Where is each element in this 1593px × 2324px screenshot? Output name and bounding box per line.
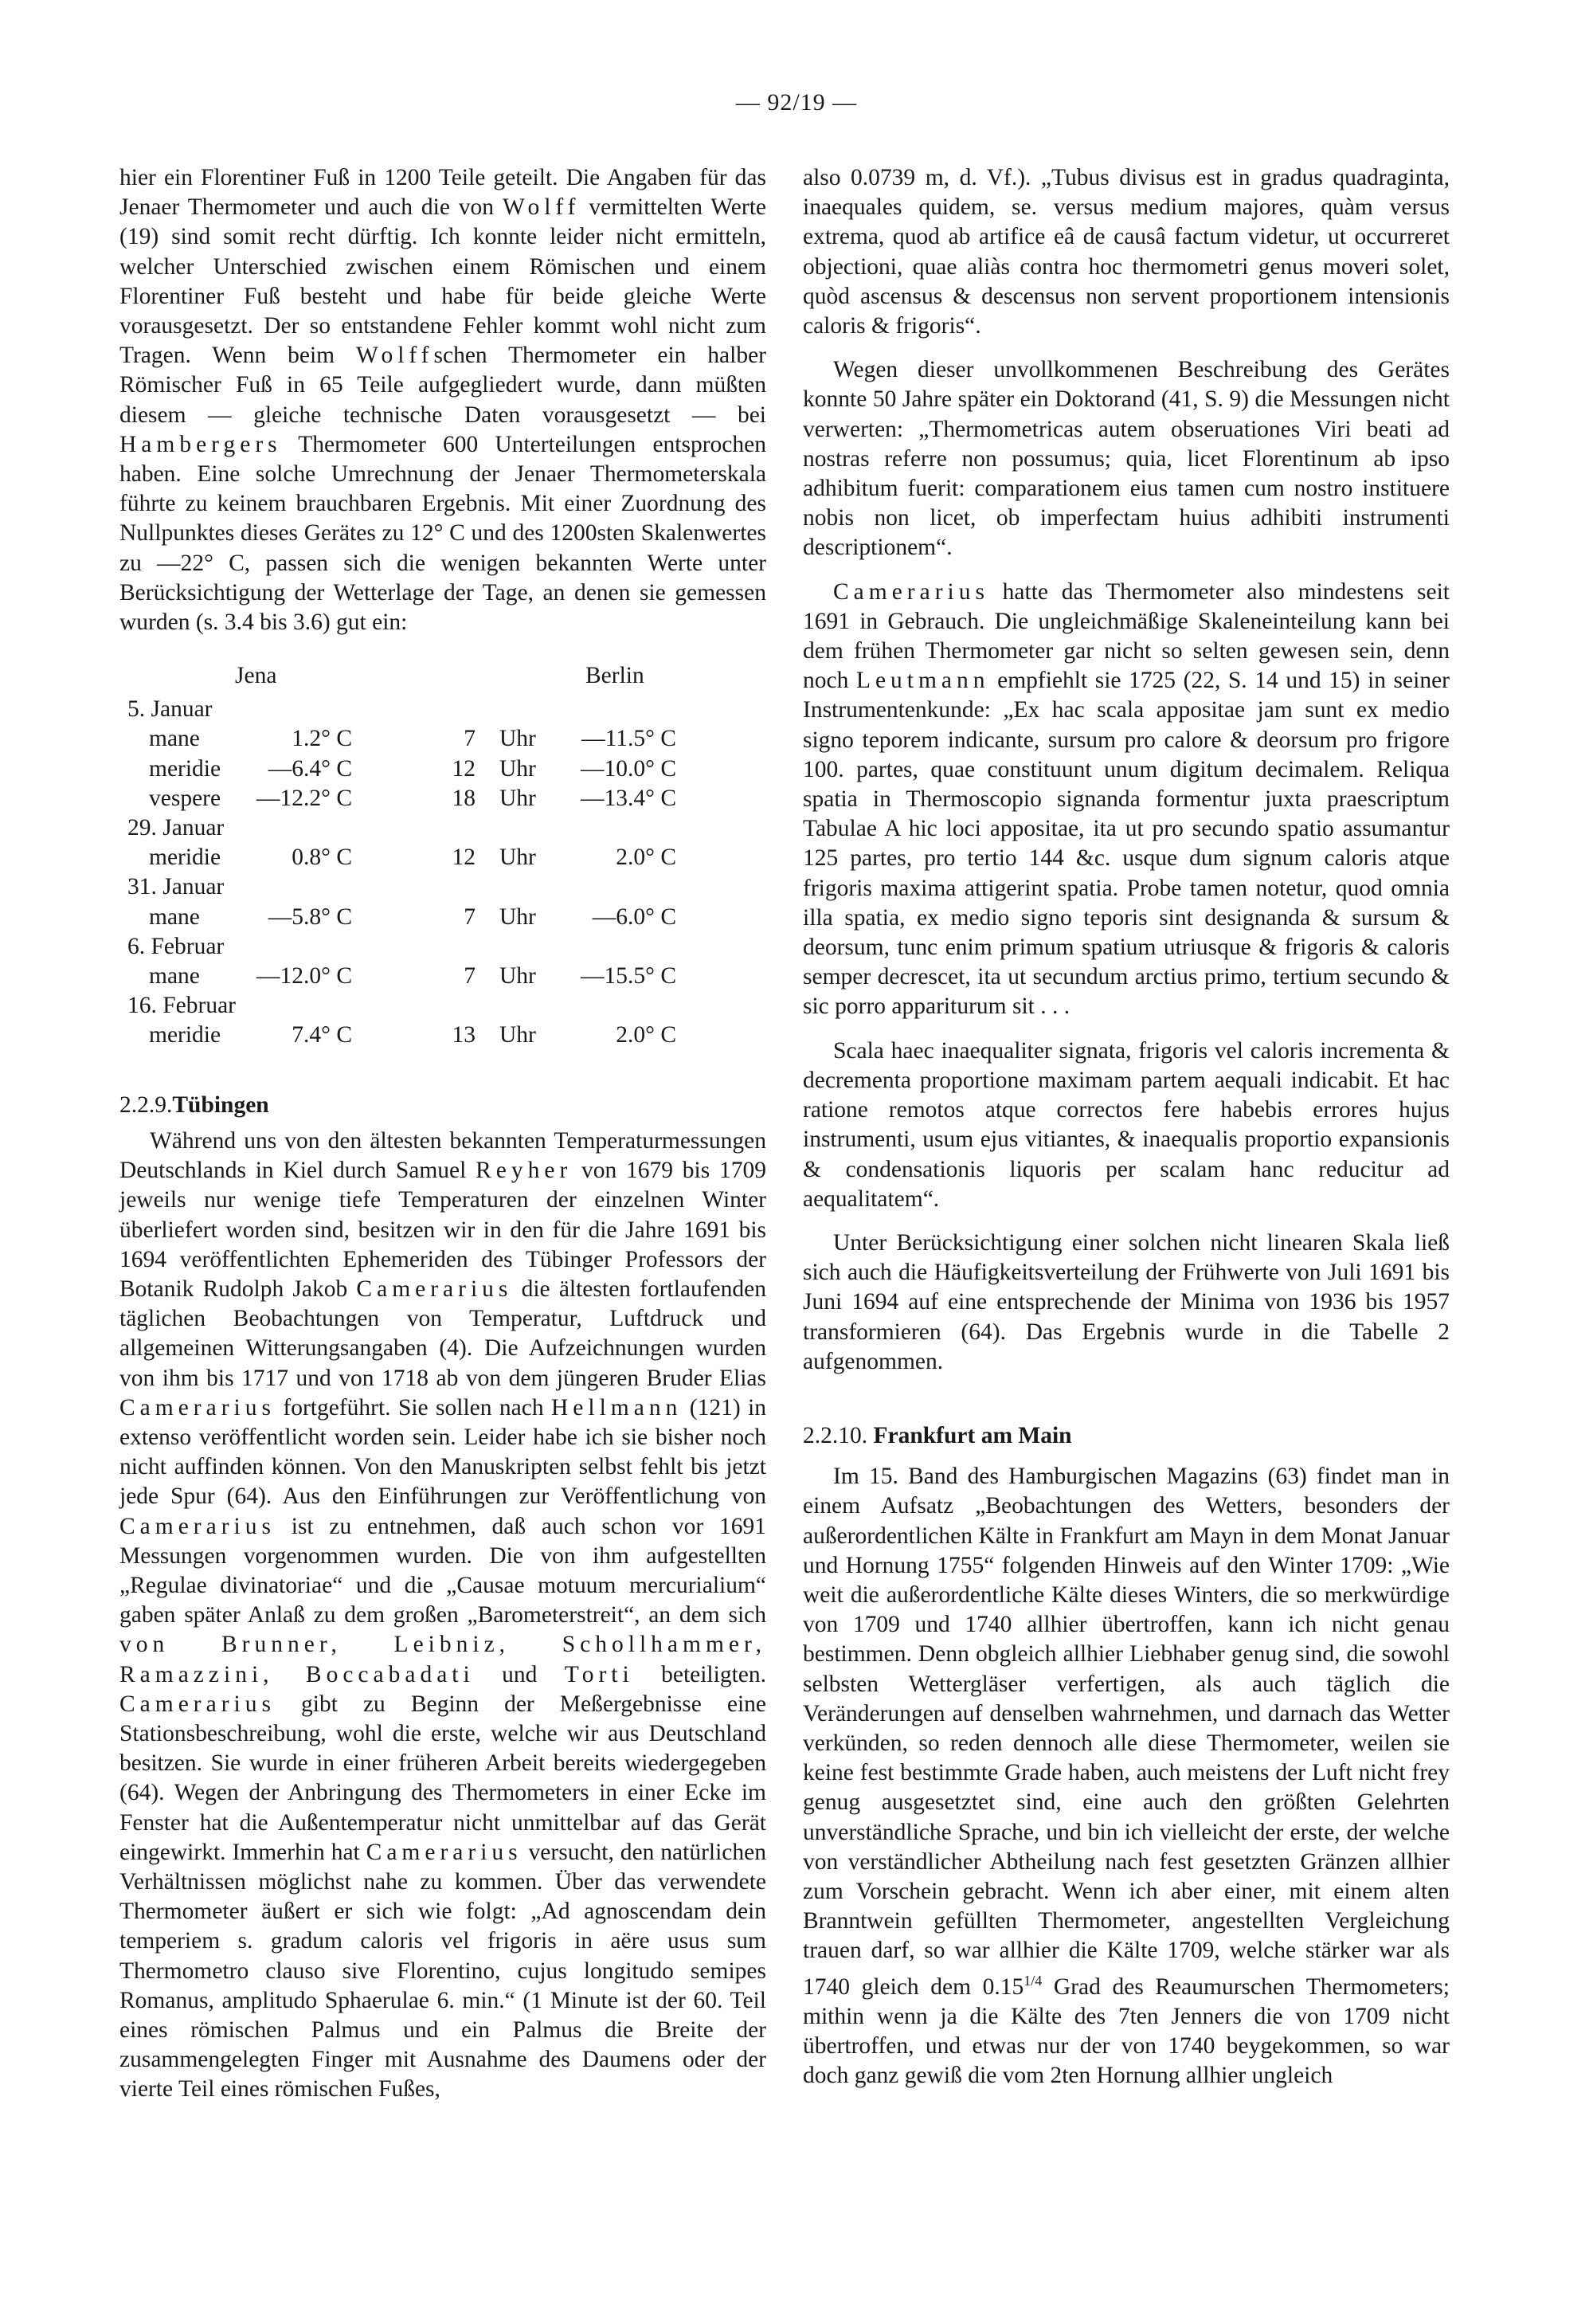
uhr-label: Uhr	[499, 785, 536, 811]
uhr-label: Uhr	[499, 726, 536, 752]
text-run: ist zu entnehmen, daß auch schon vor 1691 Messungen vorgenommen wurden. Die von ihm aufgestellten „Regulae divinatoriae“ und die „Causae motuum mercurialium“ gaben später Anlaß zu dem großen „Barometerstreit“, an dem sich	[119, 1513, 766, 1628]
uhr-label: Uhr	[499, 1022, 536, 1048]
column-header-jena: Jena	[235, 663, 277, 689]
time-of-day: vespere	[149, 785, 221, 811]
jena-value: —12.2° C	[256, 785, 352, 811]
jena-value: —12.0° C	[256, 963, 352, 990]
right-column	[803, 163, 1450, 2091]
author-name: Wolff	[355, 343, 434, 369]
section-number: 2.2.10.	[803, 1422, 868, 1448]
jena-value: 1.2° C	[292, 726, 352, 752]
table-date: 6. Februar	[127, 933, 225, 959]
time-of-day: mane	[149, 903, 200, 930]
table-date-group	[119, 695, 766, 813]
berlin-value: —13.4° C	[581, 785, 676, 811]
latin-quote-paragraph: also 0.0739 m, d. Vf.). „Tubus divisus est in gradus quadraginta, inaequales quidem, se. versus medium majores, quàm versus extrema, quod ab artifice eâ de causâ factum videtur, ut occurreret objectioni, quae aliàs contra hoc thermometri genus moveri solet, quòd ascensus & descensus non servent proportionem intensionis caloris & frigoris“.	[803, 165, 1450, 339]
author-names: von Brunner, Leibniz, Schollhammer, Ramazzini, Boccabadati	[119, 1632, 766, 1687]
author-name: Hambergers	[119, 431, 282, 457]
section-title: Frankfurt am Main	[873, 1422, 1072, 1448]
author-name: Camerarius	[119, 1691, 276, 1717]
table-row	[119, 754, 766, 784]
jena-value: 7.4° C	[292, 1022, 352, 1048]
intro-paragraph	[119, 163, 766, 637]
berlin-hour: 7	[464, 903, 476, 930]
text-run: hatte das Thermometer also mindestens seit 1691 in Gebrauch. Die ungleichmäßige Skaleneinteilung kann bei dem frühen Thermometer gar nicht so selten gewesen sein, denn noch	[803, 578, 1450, 694]
jena-value: —5.8° C	[268, 903, 352, 930]
time-of-day: mane	[149, 963, 200, 990]
berlin-value: —15.5° C	[581, 963, 676, 990]
uhr-label: Uhr	[499, 963, 536, 990]
berlin-value: 2.0° C	[616, 1022, 676, 1048]
text-run: (121) in extenso veröffentlicht worden sein. Leider habe ich sie bisher noch nicht auffinden können. Von den Manuskripten selbst fehlt bis jetzt jede Spur (64). Aus den Einführungen zur Veröffentlichung von	[119, 1394, 766, 1510]
text-run: fortgeführt. Sie sollen nach	[275, 1394, 551, 1421]
frankfurt-paragraph	[803, 1462, 1450, 2091]
page-number: — 92/19 —	[735, 89, 858, 116]
text-run: hier ein Florentiner Fuß in 1200 Teile geteilt. Die Angaben für das Jenaer Thermometer und auch die von	[119, 165, 766, 221]
author-name: Torti	[564, 1661, 634, 1687]
temperature-comparison-table	[119, 661, 766, 1050]
tuebingen-paragraph	[119, 1127, 766, 2105]
berlin-value: —6.0° C	[592, 903, 676, 930]
table-date: 29. Januar	[127, 815, 225, 841]
author-name: Wolff	[502, 194, 581, 221]
author-name: Leutmann	[855, 668, 990, 694]
berlin-value: —10.0° C	[581, 755, 676, 782]
table-date: 16. Februar	[127, 993, 236, 1019]
berlin-hour: 12	[452, 755, 476, 782]
leutmann-paragraph	[803, 578, 1450, 1022]
time-of-day: meridie	[149, 755, 221, 782]
table-date-group	[119, 813, 766, 872]
author-name: Hellmann	[551, 1394, 683, 1421]
text-run: und	[474, 1661, 565, 1687]
section-heading-frankfurt	[803, 1421, 1450, 1451]
left-column	[119, 163, 766, 2105]
text-run: schen Thermometer ein halber Römischer Fuß in 65 Teile aufgegliedert wurde, dann müßten diesem — gleiche technische Daten vorausgesetzt — bei	[119, 343, 766, 428]
table-body	[119, 695, 766, 1050]
uhr-label: Uhr	[499, 845, 536, 871]
table-date: 31. Januar	[127, 874, 225, 900]
text-run: die ältesten fortlaufenden täglichen Beobachtungen von Temperatur, Luftdruck und allgemeinen Witterungsangaben (4). Die Aufzeichnungen wurden von ihm bis 1717 und von 1718 ab von dem jüngeren Bruder Elias	[119, 1276, 766, 1391]
author-name: Reyher	[476, 1158, 573, 1184]
berlin-hour: 13	[452, 1022, 476, 1048]
table-row	[119, 843, 766, 872]
table-row	[119, 724, 766, 754]
berlin-hour: 7	[464, 726, 476, 752]
text-run: beteiligten.	[633, 1661, 766, 1687]
table-row	[119, 903, 766, 932]
frequency-paragraph: Unter Berücksichtigung einer solchen nicht linearen Skala ließ sich auch die Häufigkeitsverteilung der Frühwerte von Juli 1691 bis Juni 1694 auf eine entsprechende der Minima von 1936 bis 1957 transformieren (64). Das Ergebnis wurde in die Tabelle 2 aufgenommen.	[803, 1229, 1450, 1374]
text-run: gibt zu Beginn der Meßergebnisse eine Stationsbeschreibung, wohl die erste, welche wir aus Deutschland besitzen. Sie wurde in einer früheren Arbeit bereits wiedergegeben (64). Wegen der Anbringung des Thermometers in einer Ecke im Fenster hat die Außentemperatur nicht unmittelbar auf das Gerät eingewirkt. Immerhin hat	[119, 1691, 766, 1865]
time-of-day: meridie	[149, 1022, 221, 1048]
author-name: Camerarius	[366, 1839, 523, 1865]
text-run: versucht, den natürlichen Verhältnissen möglichst nahe zu kommen. Über das verwendete Thermometer äußert er sich wie folgt: „Ad agnoscendam dein temperiem s. gradum caloris vel frigoris in aëre usus sum Thermometro clauso sive Florentino, cujus longitudo semipes Romanus, amplitudo Sphaerulae 6. min.“ (1 Minute ist der 60. Teil eines römischen Palmus und ein Palmus die Breite der zusammengelegten Finger mit Ausnahme des Daumens oder der vierte Teil eines römischen Fußes,	[119, 1839, 766, 2103]
table-row	[119, 784, 766, 813]
jena-value: 0.8° C	[292, 845, 352, 871]
section-heading-tuebingen	[119, 1091, 766, 1120]
berlin-value: 2.0° C	[616, 845, 676, 871]
berlin-hour: 12	[452, 845, 476, 871]
text-run: Thermometer 600 Unterteilungen entsprochen haben. Eine solche Umrechnung der Jenaer Thermometerskala führte zu keinem brauchbaren Ergebnis. Mit einer Zuordnung des Nullpunktes dieses Gerätes zu 12° C und des 1200sten Skalenwertes zu —22° C, passen sich die wenigen bekannten Werte unter Berücksichtigung der Wetterlage der Tage, an denen sie gemessen wurden (s. 3.4 bis 3.6) gut ein:	[119, 431, 766, 636]
table-header	[119, 661, 766, 695]
text-run: Grad des Reaumurschen Thermometers; mithin wenn ja die Kälte des 7ten Jenners die von 1709 nicht übertroffen, und etwas nur der von 1740 beygekommen, so war doch ganz gewiß die vom 2ten Hornung allhier ungleich	[803, 1973, 1450, 2089]
berlin-hour: 18	[452, 785, 476, 811]
table-date-group	[119, 932, 766, 991]
table-date-group	[119, 991, 766, 1050]
uhr-label: Uhr	[499, 903, 536, 930]
author-name: Camerarius	[119, 1394, 276, 1421]
uhr-label: Uhr	[499, 755, 536, 782]
text-run: von 1679 bis 1709 jeweils nur wenige tiefe Temperaturen der einzelnen Winter überliefert worden sind, besitzen wir in den für die Jahre 1691 bis 1694 veröffentlichten Ephemeriden des Tübinger Professors der Botanik Rudolph Jakob	[119, 1158, 766, 1302]
table-row	[119, 1021, 766, 1050]
table-row	[119, 962, 766, 991]
time-of-day: mane	[149, 726, 200, 752]
table-date: 5. Januar	[127, 696, 213, 723]
column-header-berlin: Berlin	[585, 663, 644, 689]
text-run: Im 15. Band des Hamburgischen Magazins (63) findet man in einem Aufsatz „Beobachtungen des Wetters, besonders der außerordentlichen Kälte in Frankfurt am Mayn in dem Monat Januar und Hornung 1755“ folgenden Hinweis auf den Winter 1709: „Wie weit die außerordentliche Kälte dieses Winters, die so merkwürdige von 1709 und 1740 allhier übertroffen, kann ich nicht genau bestimmen. Denn obgleich allhier Liebhaber genug sind, die sowohl selbsten Wettergläser verfertigen, als auch täglich die Veränderungen auf denselben wahrnehmen, und darnach das Wetter verkünden, so reden dennoch alle diese Thermometer, weilen sie keine fest bestimmte Grade haben, auch meistens der Luft nicht frey genug ausgesetztet sind, eine auch den größten Gelehrten unverständliche Sprache, und bin ich vielleicht der erste, der welche von verständlicher Abtheilung nach fest gesetzten Gränzen allhier zum Vorschein gebracht. Wenn ich aber einer, mit einem alten Branntwein gefüllten Thermometer, angestellten Vergleichung trauen darf, so war allhier die Kälte 1709, welche stärker war als 1740 gleich dem 0.15	[803, 1464, 1450, 2000]
berlin-value: —11.5° C	[581, 726, 676, 752]
text-run: Während uns von den ältesten bekannten Temperaturmessungen Deutschlands in Kiel durch Samuel	[119, 1127, 766, 1184]
doktorand-paragraph: Wegen dieser unvollkommenen Beschreibung des Gerätes konnte 50 Jahre später ein Doktorand (41, S. 9) die Messungen nicht verwerten: „Thermometricas autem obseruationes Viri beati ad nostras referre non possumus; quia, licet Florentinum ab ipso adhibitum fuerit: comparationem eius tamen cum nostro instituere nobis non licet, ob imperfectam huius adhibiti instrumenti descriptionem“.	[803, 357, 1450, 561]
fraction: 1/4	[1024, 1972, 1043, 1989]
author-name: Camerarius	[119, 1513, 276, 1539]
author-name: Camerarius	[356, 1276, 513, 1302]
text-run: vermittelten Werte (19) sind somit recht dürftig. Ich konnte leider nicht ermitteln, welcher Unterschied zwischen einem Römischen und einem Florentiner Fuß besteht und habe für beide gleiche Werte vorausgesetzt. Der so entstandene Fehler kommt wohl nicht zum Tragen. Wenn beim	[119, 194, 766, 369]
jena-value: —6.4° C	[268, 755, 352, 782]
section-number: 2.2.9.	[119, 1091, 173, 1118]
author-name: Camerarius	[833, 578, 989, 605]
berlin-hour: 7	[464, 963, 476, 990]
section-title: Tübingen	[172, 1091, 269, 1118]
table-date-group	[119, 872, 766, 931]
time-of-day: meridie	[149, 845, 221, 871]
text-run: empfiehlt sie 1725 (22, S. 14 und 15) in seiner Instrumentenkunde: „Ex hac scala appositae jam sunt ex medio signo teporem indicante, sursum pro calore & deorsum pro frigore 100. partes, quae constituunt unum digitum decimalem. Reliqua spatia in Thermoscopio signanda formentur juxta praescriptum Tabulae A hic loci appositae, ita ut pro secundo spatio assumantur 125 partes, pro tertio 144 &c. usque dum signum caloris atque frigoris maxima attigerint spatia. Probe tamen notetur, quod omnia illa spatia, ex medio signo teporis sint designanda & sursum & deorsum, tunc enim primum spatium utriusque & frigoris & caloris semper decrescet, ita ut secundum arctius primo, tertium secundo & sic porro appariturum sit . . .	[803, 668, 1450, 1020]
scala-paragraph: Scala haec inaequaliter signata, frigoris vel caloris incrementa & decrementa proportione maximam partem aequali indicabit. Et hac ratione remotos atque correctos fere habebis errores hujus instrumenti, usum ejus vitiantes, & inaequalis proportio expansionis & condensationis liquoris per scalam hanc reducitur ad aequalitatem“.	[803, 1037, 1450, 1212]
